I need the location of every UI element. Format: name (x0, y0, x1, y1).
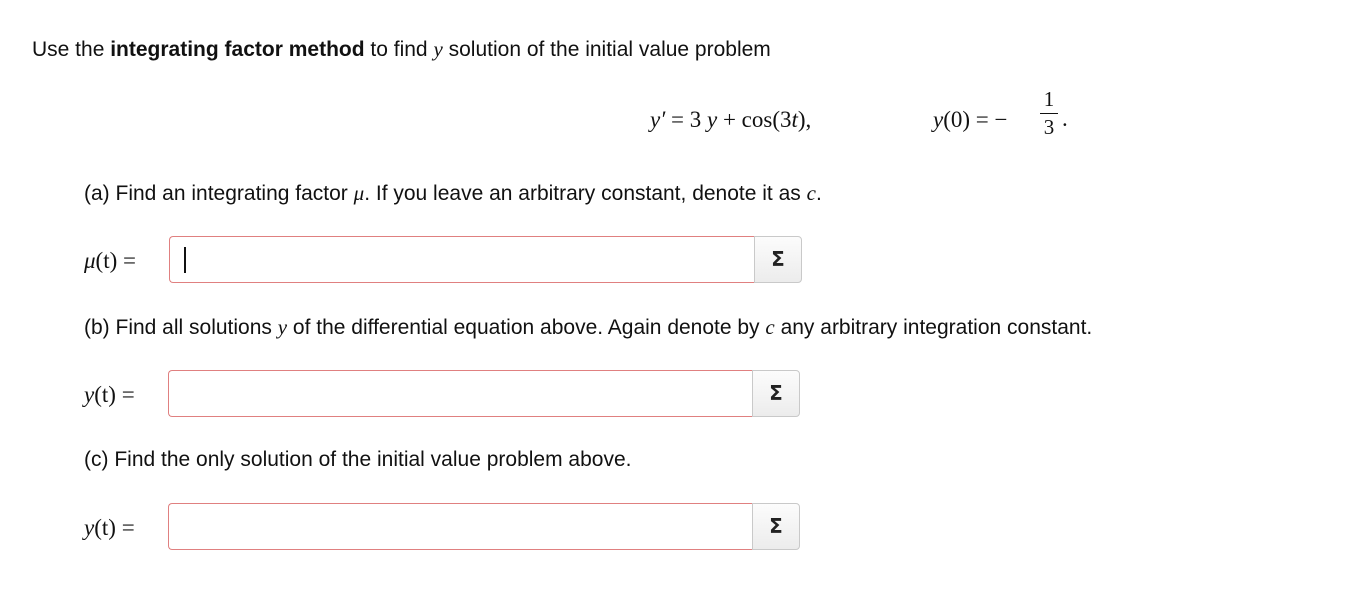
eq-var: y (706, 107, 718, 132)
intro-suffix: solution of the initial value problem (442, 38, 771, 61)
fraction-bar (1040, 113, 1058, 114)
initial-condition (933, 105, 1007, 134)
part-a-label-eq: = (117, 248, 136, 273)
part-a-label-arg: (t) (95, 248, 118, 273)
part-b-label (84, 380, 135, 409)
general-solution-field[interactable] (168, 370, 752, 417)
eq-coef: 3 (689, 107, 707, 132)
part-c-label (84, 513, 135, 542)
part-b-prefix: (b) Find all solutions (84, 316, 278, 339)
ivp-solution-field[interactable] (168, 503, 752, 550)
part-b-c: c (765, 315, 775, 339)
eq-plus-cos: + cos(3 (717, 107, 792, 132)
part-c-label-arg: (t) (94, 515, 116, 540)
eq-t: t (791, 107, 798, 132)
general-solution-sigma-button[interactable]: Σ (752, 370, 800, 417)
fraction-denominator: 3 (1043, 115, 1055, 139)
part-b-label-fn: y (84, 382, 95, 407)
intro-method-bold: integrating factor method (110, 38, 365, 61)
general-solution-input[interactable] (169, 371, 752, 416)
mu-answer-input[interactable] (170, 237, 754, 282)
part-a-prefix: (a) Find an integrating factor (84, 182, 354, 205)
question-intro (32, 36, 771, 63)
part-a-label-fn: μ (84, 248, 96, 273)
ic-arg: (0) = − (943, 107, 1008, 132)
ic-period: . (1062, 106, 1068, 131)
part-a-end: . (815, 182, 822, 205)
ivp-solution-sigma-button[interactable]: Σ (752, 503, 800, 550)
part-a-mu: μ (353, 181, 365, 205)
differential-equation (650, 105, 811, 134)
part-a-c: c (806, 181, 816, 205)
mu-sigma-button[interactable]: Σ (754, 236, 802, 283)
part-b-label-arg: (t) (94, 382, 116, 407)
part-a-label (84, 246, 136, 275)
part-b-mid: of the differential equation above. Again denote by (287, 316, 766, 339)
text-caret (184, 247, 186, 273)
part-c-label-fn: y (84, 515, 95, 540)
eq-close: ), (797, 107, 812, 132)
part-c-prompt: (c) Find the only solution of the initial value problem above. (84, 448, 632, 471)
eq-lhs: y′ (650, 107, 666, 132)
part-b-label-eq: = (115, 382, 135, 407)
intro-prefix: Use the (32, 38, 111, 61)
intro-variable: y (433, 37, 443, 61)
eq-equals: = (665, 107, 690, 132)
ivp-solution-input[interactable] (169, 504, 752, 549)
part-a-mid: . If you leave an arbitrary constant, denote it as (364, 182, 807, 205)
ic-lhs: y (933, 107, 944, 132)
part-b-prompt (84, 314, 1092, 341)
part-b-end: any arbitrary integration constant. (774, 316, 1093, 339)
mu-answer-field[interactable] (169, 236, 754, 283)
part-b-y: y (277, 315, 288, 339)
part-c-label-eq: = (115, 515, 135, 540)
ic-fraction (1040, 88, 1058, 138)
fraction-numerator: 1 (1043, 87, 1055, 111)
part-a-prompt (84, 180, 822, 207)
intro-mid: to find (364, 38, 434, 61)
